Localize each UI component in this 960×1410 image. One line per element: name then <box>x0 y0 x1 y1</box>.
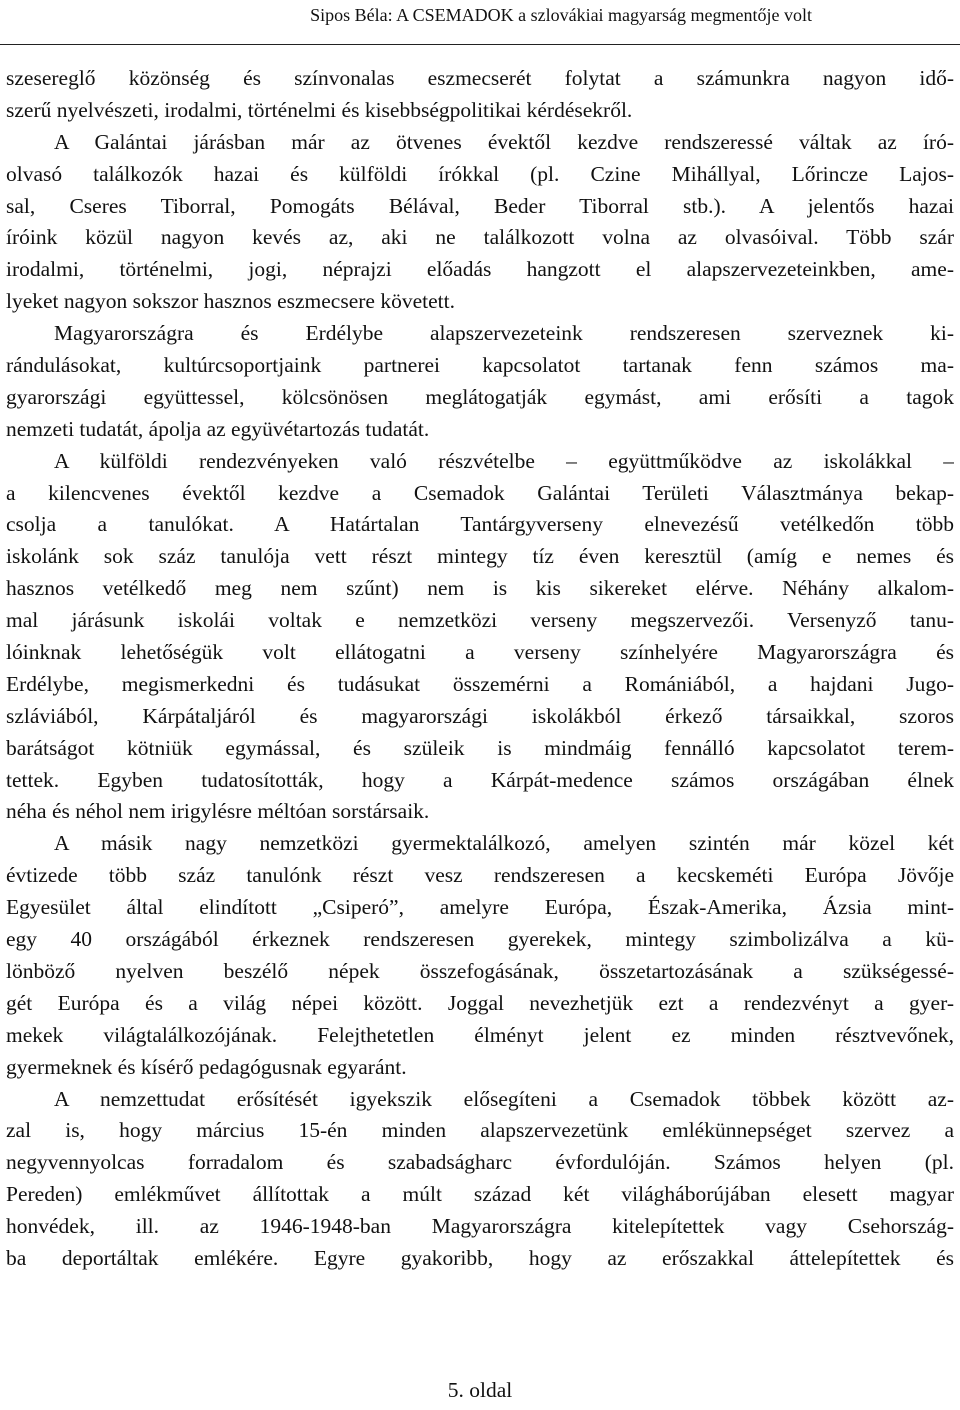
text-line: csolja a tanulókat. A Határtalan Tantárgyverseny elnevezésű vetélkedőn több <box>6 512 954 537</box>
text-line: lönböző nyelven beszélő népek összefogásának, összetartozásának a szükségessé- <box>6 958 954 983</box>
text-line: zal is, hogy március 15-én minden alapszervezetünk emlékünnepséget szervez a <box>6 1118 954 1143</box>
running-title: Sipos Béla: A CSEMADOK a szlovákiai magyarság megmentője volt <box>310 5 812 25</box>
text-line: A Galántai járásban már az ötvenes évektől kezdve rendszeressé váltak az író- <box>54 129 954 154</box>
text-line: egy 40 országából érkeznek rendszeresen gyerekek, mintegy szimbolizálva a kü- <box>6 927 954 952</box>
text-line: mal járásunk iskolái voltak e nemzetközi verseny megszervezői. Versenyző tanu- <box>6 608 954 633</box>
text-line: lyeket nagyon sokszor hasznos eszmecsere követett. <box>6 289 455 314</box>
page-footer <box>0 1378 960 1403</box>
text-line: A nemzettudat erősítését igyekszik elősegíteni a Csemadok többek között az- <box>54 1086 954 1111</box>
text-line: szláviából, Kárpátaljáról és magyarországi iskolákból érkező társaikkal, szoros <box>6 703 954 728</box>
text-line: a kilencvenes évektől kezdve a Csemadok Galántai Területi Választmánya bekap- <box>6 480 954 505</box>
text-line: A másik nagy nemzetközi gyermektalálkozó, amelyen szintén már közel két <box>54 831 954 856</box>
text-line: Erdélybe, megismerkedni és tudásukat összemérni a Romániából, a hajdani Jugo- <box>6 671 954 696</box>
text-line: olvasó találkozók hazai és külföldi írókkal (pl. Czine Mihállyal, Lőrincze Lajos- <box>6 161 954 186</box>
text-line: iskolánk sok száz tanulója vett részt mintegy tíz éven keresztül (amíg e nemes és <box>6 544 954 569</box>
text-line: szerű nyelvészeti, irodalmi, történelmi és kisebbségpolitikai kérdésekről. <box>6 97 633 122</box>
text-line: gét Európa és a világ népei között. Joggal nevezhetjük ezt a rendezvényt a gyer- <box>6 990 954 1015</box>
text-line: Egyesület által elindított „Csiperó”, amelyre Európa, Észak-Amerika, Ázsia mint- <box>6 895 954 920</box>
text-line: néha és néhol nem irigylésre méltóan sorstársaik. <box>6 799 430 824</box>
text-line: barátságot kötniük egymással, és szüleik is mindmáig fennálló kapcsolatot terem- <box>6 735 954 760</box>
page-number: 5. oldal <box>447 1378 513 1402</box>
running-header <box>0 0 960 30</box>
text-line: irodalmi, történelmi, jogi, néprajzi előadás hangzott el alapszervezeteinkben, ame- <box>6 257 954 282</box>
text-line: gyermeknek és kísérő pedagógusnak egyaránt. <box>6 1054 407 1079</box>
text-line: honvédek, ill. az 1946-1948-ban Magyarországra kitelepítettek vagy Csehország- <box>6 1214 954 1239</box>
text-line: évtizede több száz tanulónk részt vesz rendszeresen a kecskeméti Európa Jövője <box>6 863 954 888</box>
text-line: szesereglő közönség és színvonalas eszmecserét folytat a számunkra nagyon idő- <box>6 66 954 90</box>
text-line: ba deportáltak emlékére. Egyre gyakoribb, hogy az erőszakkal áttelepítettek és <box>6 1245 954 1270</box>
text-line: lóinknak lehetőségük volt ellátogatni a verseny színhelyére Magyarországra és <box>6 640 954 665</box>
text-line: Magyarországra és Erdélybe alapszervezeteink rendszeresen szerveznek ki- <box>54 321 954 346</box>
text-line: íróink közül nagyon kevés az, aki ne találkozott volna az olvasóival. Több szár <box>6 225 954 250</box>
header-rule <box>0 44 960 45</box>
page-body <box>6 63 954 1275</box>
text-line: mekek világtalálkozójának. Felejthetetlen élményt jelent ez minden résztvevőnek, <box>6 1022 954 1047</box>
text-line: sal, Cseres Tiborral, Pomogáts Bélával, Beder Tiborral stb.). A jelentős hazai <box>6 193 954 218</box>
text-line: rándulásokat, kultúrcsoportjaink partnerei kapcsolatot tartanak fenn számos ma- <box>6 353 954 378</box>
text-line: gyarországi együttessel, kölcsönösen meglátogatják egymást, ami erősíti a tagok <box>6 384 954 409</box>
text-line: Pereden) emlékművet állítottak a múlt század két világháborújában elesett magyar <box>6 1182 954 1207</box>
text-line: negyvennyolcas forradalom és szabadságharc évfordulóján. Számos helyen (pl. <box>6 1150 954 1175</box>
text-line: A külföldi rendezvényeken való részvételbe – együttműködve az iskolákkal – <box>54 448 954 473</box>
text-line: nemzeti tudatát, ápolja az együvétartozás tudatát. <box>6 416 430 441</box>
text-line: hasznos vetélkedő meg nem szűnt) nem is kis sikereket elérve. Néhány alkalom- <box>6 576 954 601</box>
text-line: tettek. Egyben tudatosították, hogy a Kárpát-medence számos országában élnek <box>6 767 954 792</box>
